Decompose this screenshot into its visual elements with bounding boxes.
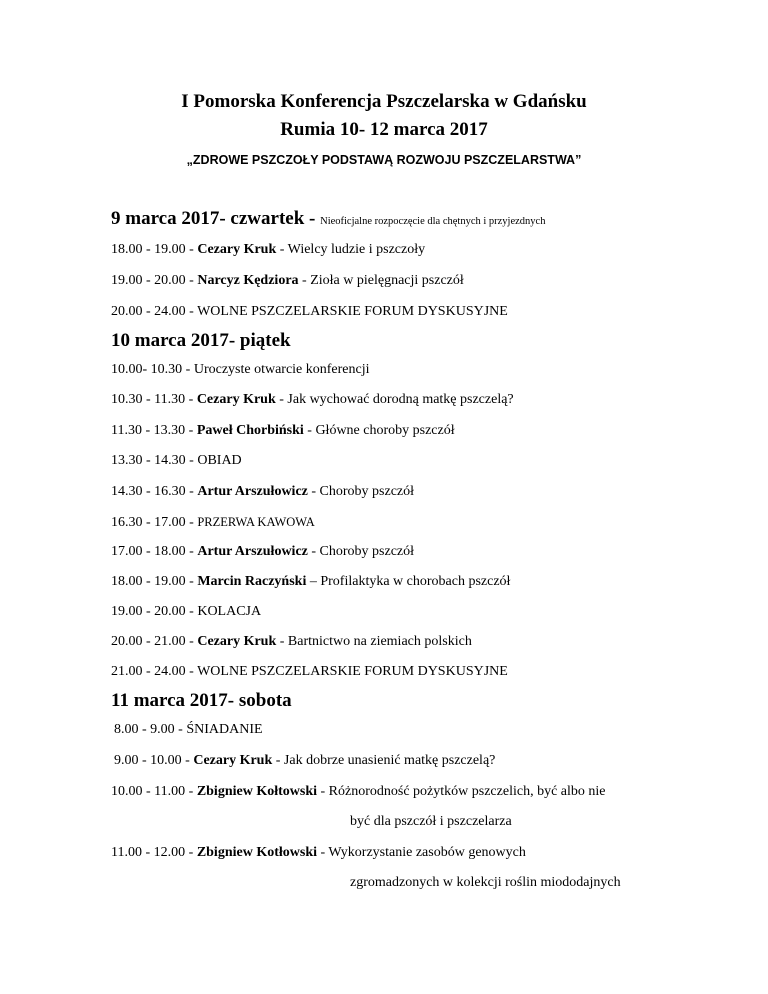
conference-dates: Rumia 10- 12 marca 2017 xyxy=(280,119,488,140)
row-time: 11.30 - 13.30 - xyxy=(111,423,197,438)
row-time: 17.00 - 18.00 - xyxy=(111,544,198,559)
row-time: 19.00 - 20.00 - xyxy=(111,273,198,288)
row-speaker: Zbigniew Kotłowski xyxy=(196,845,318,860)
day-heading-1 xyxy=(111,207,545,234)
row-time: 10.00 - 11.00 - xyxy=(111,784,197,799)
row-speaker: Cezary Kruk xyxy=(197,634,277,649)
schedule-row xyxy=(114,752,495,770)
row-time: 18.00 - 19.00 - xyxy=(111,574,198,589)
row-time: 9.00 - 10.00 - xyxy=(114,753,194,768)
day-heading-text: 10 marca 2017- piątek xyxy=(111,330,291,351)
row-topic: - Wykorzystanie zasobów genowych xyxy=(317,845,526,860)
schedule-row xyxy=(111,391,514,409)
row-time: 14.30 - 16.30 - xyxy=(111,484,198,499)
schedule-row xyxy=(111,452,242,470)
row-topic: – Profilaktyka w chorobach pszczół xyxy=(306,574,511,589)
schedule-row xyxy=(111,422,455,440)
day-heading-note: Nieoficjalne rozpoczęcie dla chętnych i przyjezdnych xyxy=(320,216,546,227)
row-speaker: Paweł Chorbiński xyxy=(196,423,304,438)
schedule-row xyxy=(111,663,508,681)
row-time: 10.00- 10.30 - xyxy=(111,362,194,377)
row-time: 16.30 - 17.00 - xyxy=(111,515,198,530)
day-heading-3 xyxy=(111,689,292,713)
row-topic: WOLNE PSZCZELARSKIE FORUM DYSKUSYJNE xyxy=(197,664,508,679)
row-time: 20.00 - 24.00 - xyxy=(111,304,198,319)
row-speaker: Artur Arszułowicz xyxy=(197,484,308,499)
day-heading-text: 9 marca 2017- czwartek - xyxy=(111,208,321,229)
row-topic: - Jak wychować dorodną matkę pszczelą? xyxy=(275,392,514,407)
conference-title: I Pomorska Konferencja Pszczelarska w Gdańsku xyxy=(181,91,587,112)
schedule-row xyxy=(111,483,414,501)
row-speaker: Cezary Kruk xyxy=(197,242,277,257)
row-topic: ŚNIADANIE xyxy=(186,722,263,737)
schedule-row xyxy=(111,603,261,621)
row-time: 11.00 - 12.00 - xyxy=(111,845,197,860)
row-topic-continuation: być dla pszczół i pszczelarza xyxy=(350,814,512,829)
row-speaker: Cezary Kruk xyxy=(193,753,273,768)
row-topic: WOLNE PSZCZELARSKIE FORUM DYSKUSYJNE xyxy=(197,304,508,319)
row-speaker: Artur Arszułowicz xyxy=(197,544,308,559)
row-topic: - Zioła w pielęgnacji pszczół xyxy=(298,273,464,288)
row-topic: Uroczyste otwarcie konferencji xyxy=(193,362,370,377)
schedule-row xyxy=(111,272,464,290)
row-speaker: Narcyz Kędziora xyxy=(197,273,299,288)
row-time: 20.00 - 21.00 - xyxy=(111,634,198,649)
row-speaker: Marcin Raczyński xyxy=(197,574,307,589)
row-topic-continuation: zgromadzonych w kolekcji roślin miododajnych xyxy=(350,875,621,890)
row-topic: - Jak dobrze unasienić matkę pszczelą? xyxy=(272,753,496,768)
schedule-row xyxy=(111,844,526,862)
row-topic: - Główne choroby pszczół xyxy=(303,423,455,438)
row-topic: - Choroby pszczół xyxy=(307,544,415,559)
conference-motto: „ZDROWE PSZCZOŁY PODSTAWĄ ROZWOJU PSZCZELARSTWA” xyxy=(186,153,582,167)
schedule-row xyxy=(111,303,508,321)
row-time: 13.30 - 14.30 - xyxy=(111,453,198,468)
schedule-row xyxy=(111,241,425,259)
schedule-row xyxy=(111,783,606,801)
row-topic: PRZERWA KAWOWA xyxy=(197,515,315,529)
schedule-row xyxy=(111,361,370,379)
schedule-row xyxy=(111,633,472,651)
day-heading-2 xyxy=(111,329,291,353)
row-topic: - Choroby pszczół xyxy=(307,484,415,499)
row-topic: - Wielcy ludzie i pszczoły xyxy=(276,242,426,257)
row-topic: OBIAD xyxy=(197,453,242,468)
row-topic: - Bartnictwo na ziemiach polskich xyxy=(276,634,472,649)
schedule-row xyxy=(111,543,414,561)
schedule-row xyxy=(114,721,263,739)
row-speaker: Zbigniew Kołtowski xyxy=(196,784,318,799)
row-topic: KOLACJA xyxy=(197,604,262,619)
row-topic: - Różnorodność pożytków pszczelich, być albo nie xyxy=(317,784,606,799)
schedule-row xyxy=(111,573,510,591)
schedule-row xyxy=(111,513,315,532)
row-time: 18.00 - 19.00 - xyxy=(111,242,198,257)
day-heading-text: 11 marca 2017- sobota xyxy=(111,690,292,711)
row-speaker: Cezary Kruk xyxy=(196,392,276,407)
row-time: 21.00 - 24.00 - xyxy=(111,664,198,679)
row-time: 8.00 - 9.00 - xyxy=(114,722,187,737)
row-time: 10.30 - 11.30 - xyxy=(111,392,197,407)
row-time: 19.00 - 20.00 - xyxy=(111,604,198,619)
